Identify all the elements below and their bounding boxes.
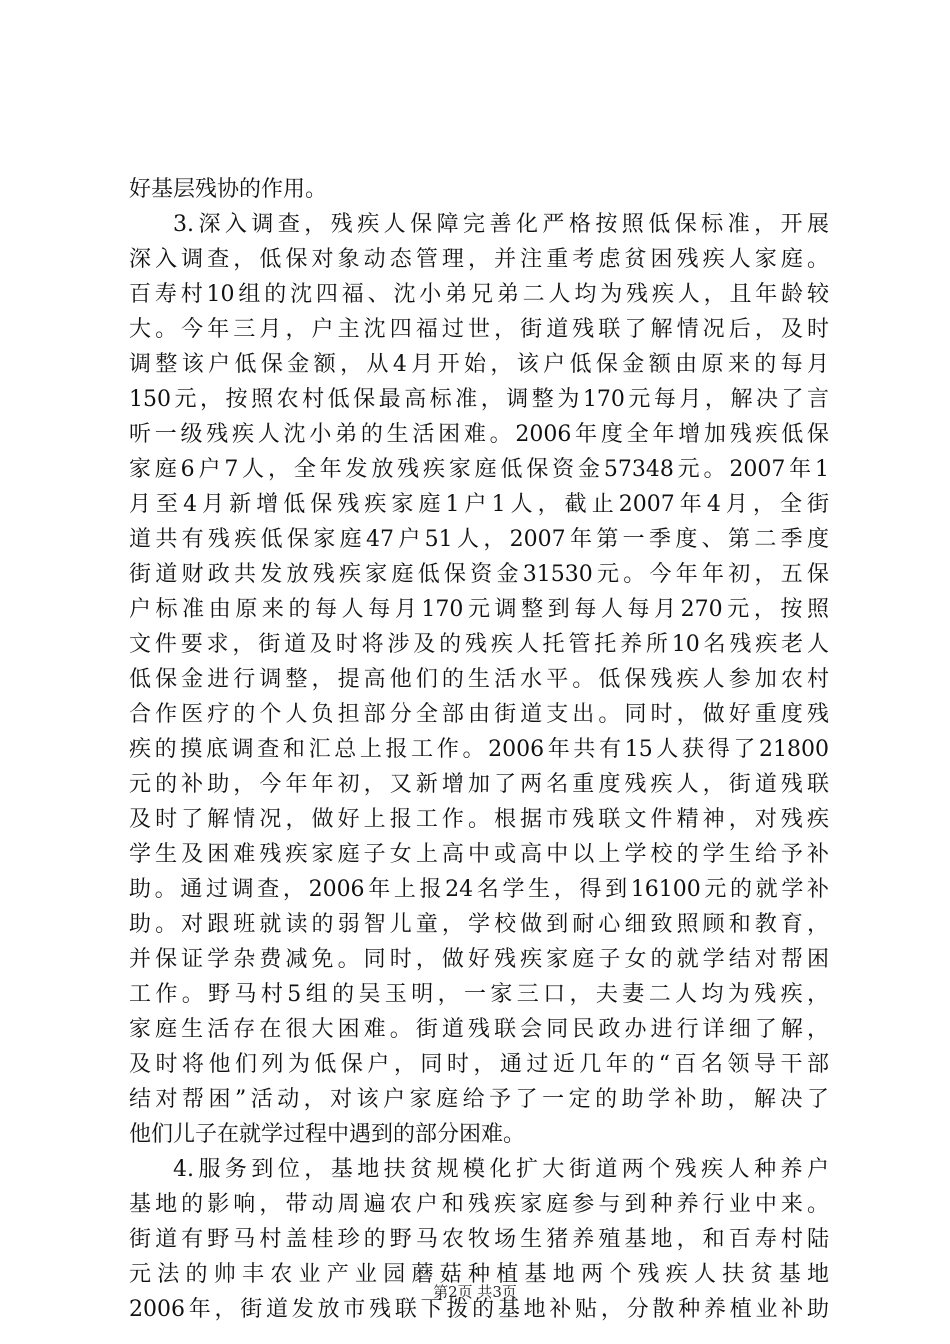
text-line: 及时了解情况，做好上报工作。根据市残联文件精神，对残疾: [129, 807, 829, 832]
text-line: 百寿村10组的沈四福、沈小弟兄弟二人均为残疾人，且年龄较: [129, 282, 829, 307]
text-line: 学生及困难残疾家庭子女上高中或高中以上学校的学生给予补: [129, 842, 829, 867]
body-text: [129, 172, 829, 1327]
text-line: 他们儿子在就学过程中遇到的部分困难。: [129, 1122, 526, 1147]
page-footer: 第2页 共3页: [433, 1283, 517, 1301]
text-line: 3.深入调查，残疾人保障完善化严格按照低保标准，开展: [173, 212, 829, 237]
text-line: 街道财政共发放残疾家庭低保资金31530元。今年年初，五保: [129, 562, 829, 587]
text-line: 基地的影响，带动周遍农户和残疾家庭参与到种养行业中来。: [129, 1192, 829, 1217]
text-line: 深入调查，低保对象动态管理，并注重考虑贫困残疾人家庭。: [129, 247, 829, 272]
text-line: 及时将他们列为低保户，同时，通过近几年的“百名领导干部: [129, 1052, 829, 1077]
text-line: 低保金进行调整，提高他们的生活水平。低保残疾人参加农村: [129, 667, 829, 692]
text-line: 家庭生活存在很大困难。街道残联会同民政办进行详细了解，: [129, 1017, 829, 1042]
text-line: 疾的摸底调查和汇总上报工作。2006年共有15人获得了21800: [129, 737, 829, 762]
text-line: 元法的帅丰农业产业园蘑菇种植基地两个残疾人扶贫基地: [129, 1262, 829, 1287]
text-line: 助。对跟班就读的弱智儿童，学校做到耐心细致照顾和教育，: [129, 912, 829, 937]
text-line: 道共有残疾低保家庭47户51人，2007年第一季度、第二季度: [129, 527, 829, 552]
text-line: 月至4月新增低保残疾家庭1户1人，截止2007年4月，全街: [129, 492, 829, 517]
text-line: 并保证学杂费减免。同时，做好残疾家庭子女的就学结对帮困: [129, 947, 829, 972]
text-line: 大。今年三月，户主沈四福过世，街道残联了解情况后，及时: [129, 317, 829, 342]
text-line: 合作医疗的个人负担部分全部由街道支出。同时，做好重度残: [129, 702, 829, 727]
text-line: 户标准由原来的每人每月170元调整到每人每月270元，按照: [129, 597, 829, 622]
text-line: 街道有野马村盖桂珍的野马农牧场生猪养殖基地，和百寿村陆: [129, 1227, 829, 1252]
text-line: 听一级残疾人沈小弟的生活困难。2006年度全年增加残疾低保: [129, 422, 829, 447]
text-line: 文件要求，街道及时将涉及的残疾人托管托养所10名残疾老人: [129, 632, 829, 657]
text-line: 助。通过调查，2006年上报24名学生，得到16100元的就学补: [129, 877, 829, 902]
text-line: 150元，按照农村低保最高标准，调整为170元每月，解决了言: [129, 387, 829, 412]
text-line: 4.服务到位，基地扶贫规模化扩大街道两个残疾人种养户: [173, 1157, 829, 1182]
text-line: 结对帮困”活动，对该户家庭给予了一定的助学补助，解决了: [129, 1087, 829, 1112]
text-line: 元的补助，今年年初，又新增加了两名重度残疾人，街道残联: [129, 772, 829, 797]
text-line: 工作。野马村5组的吴玉明，一家三口，夫妻二人均为残疾，: [129, 982, 829, 1007]
text-line: 家庭6户7人，全年发放残疾家庭低保资金57348元。2007年1: [129, 457, 829, 482]
text-line: 2006年，街道发放市残联下拨的基地补贴，分散种养植业补助: [129, 1297, 829, 1322]
text-line: 好基层残协的作用。: [129, 177, 328, 202]
text-line: 调整该户低保金额，从4月开始，该户低保金额由原来的每月: [129, 352, 829, 377]
